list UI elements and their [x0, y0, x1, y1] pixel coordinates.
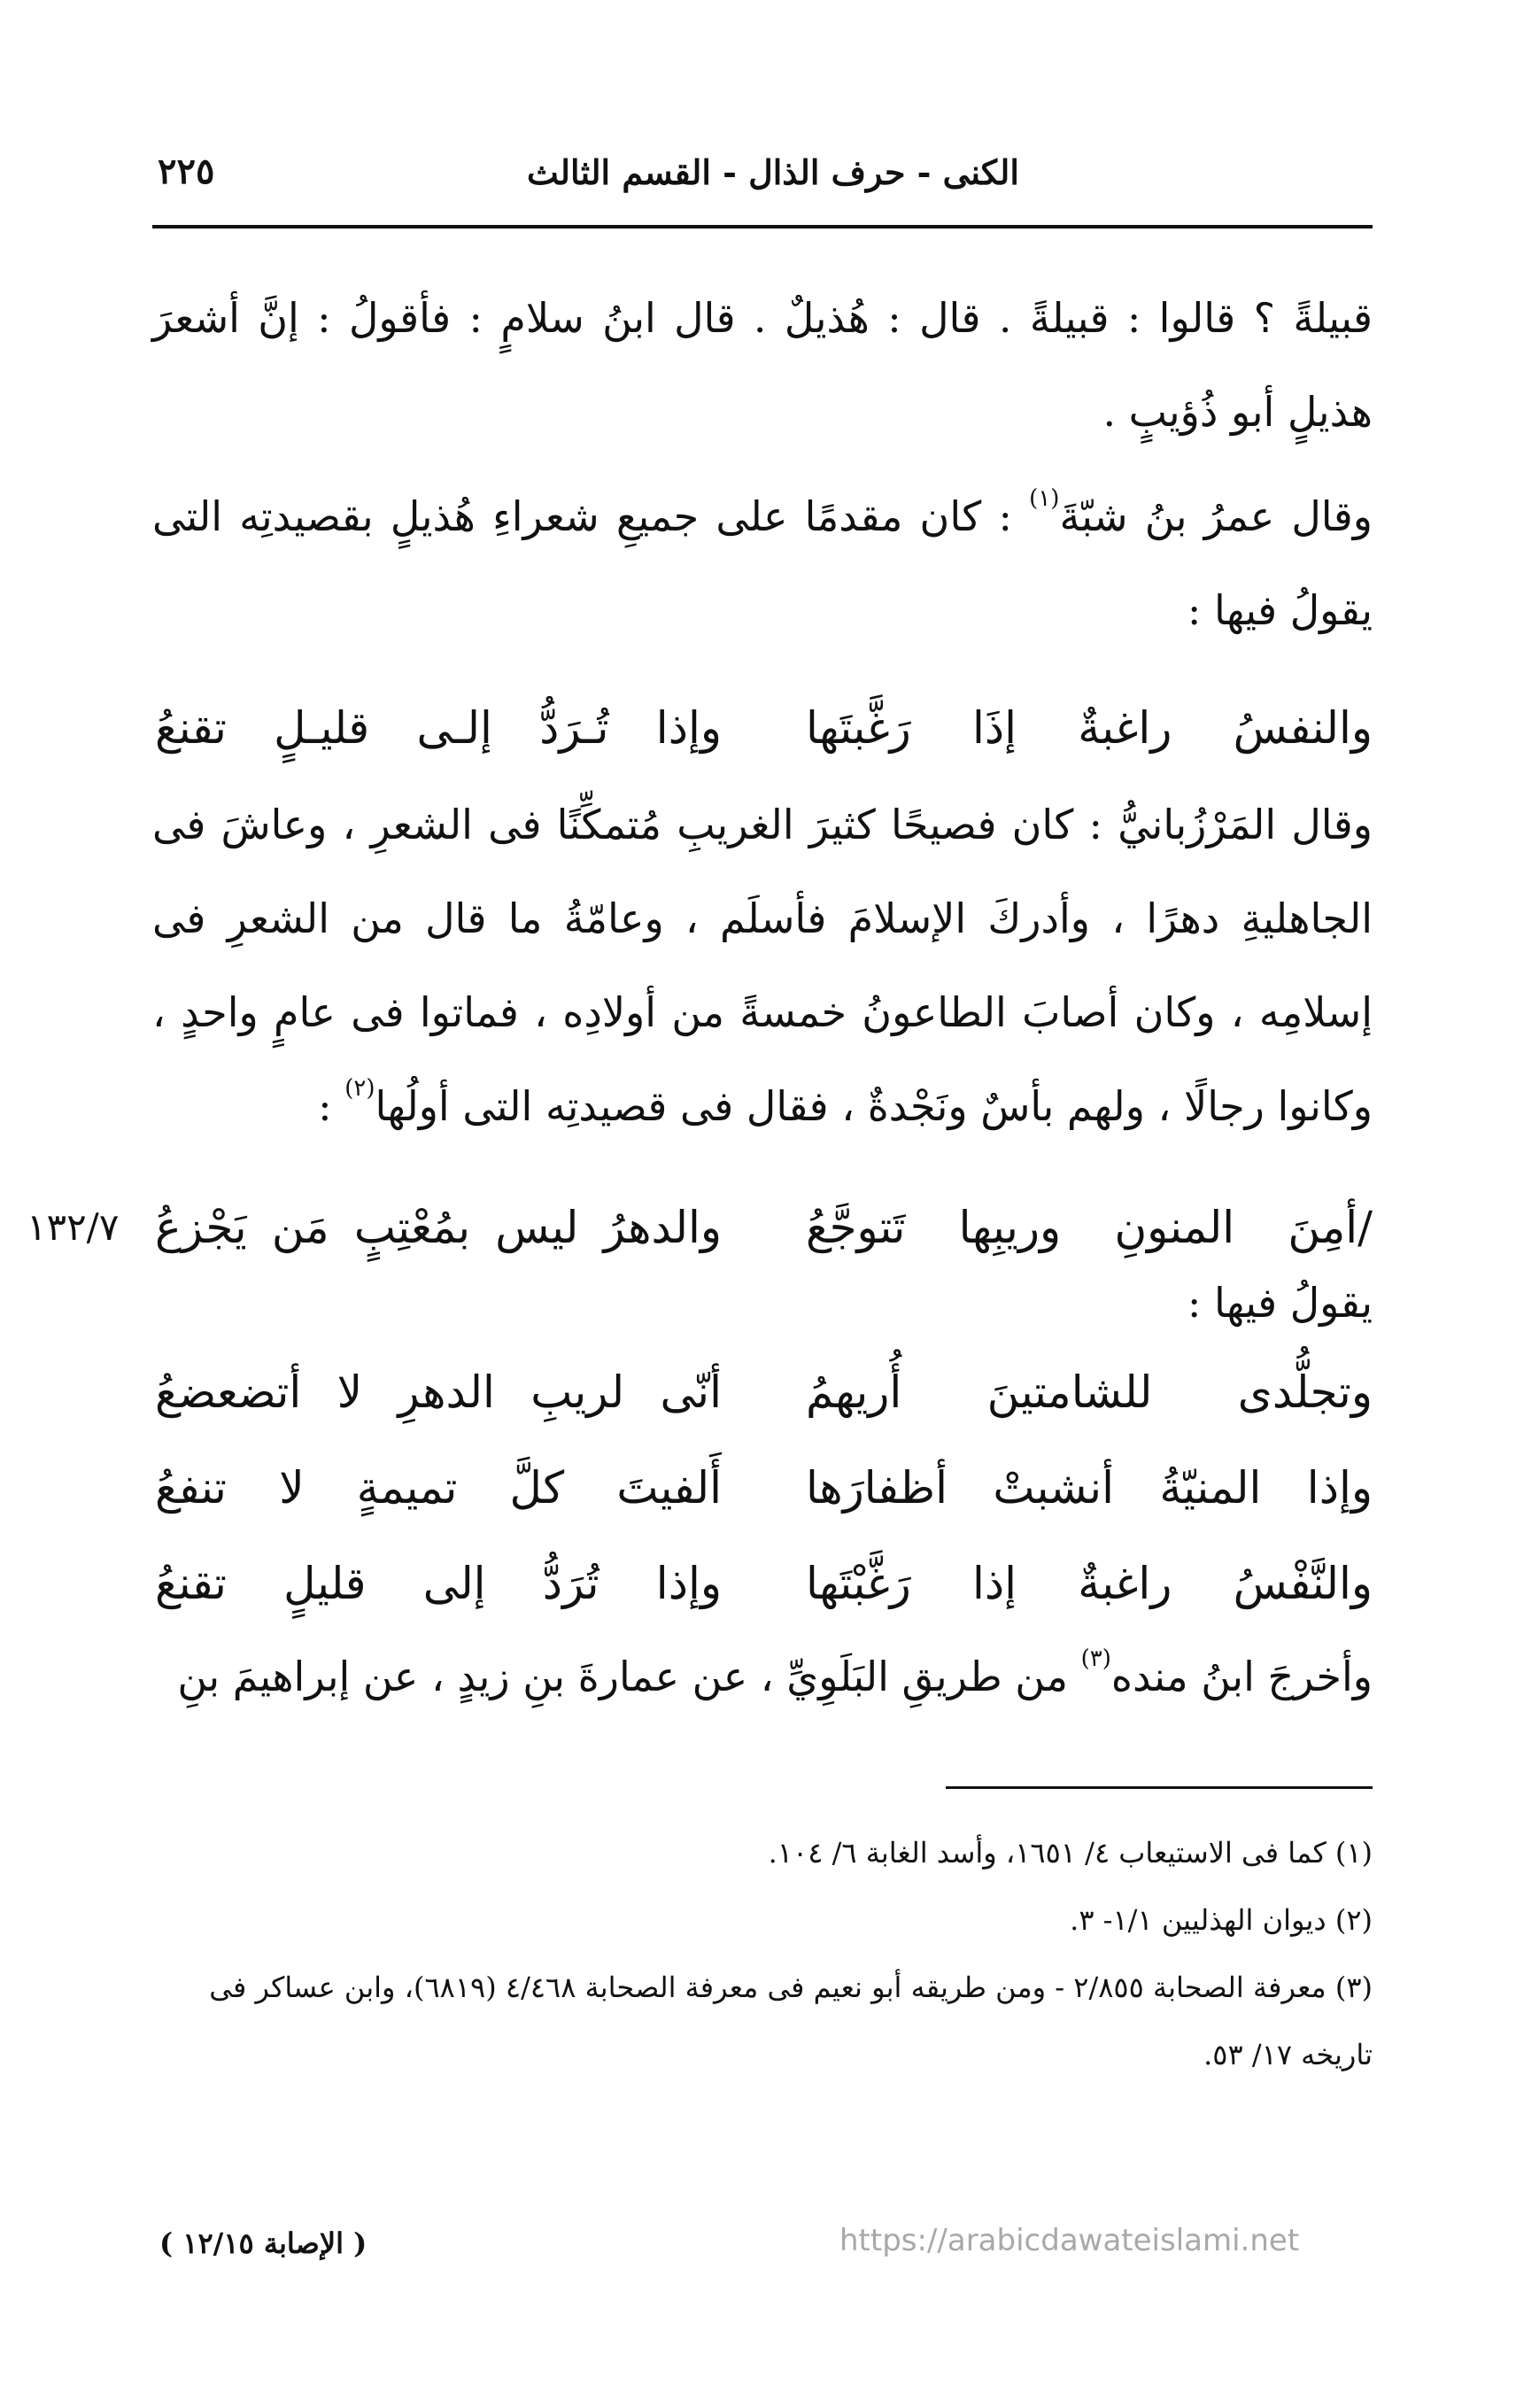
- verse-2-second-hemistich: والدهرُ ليس بمُعْتِبٍ مَن يَجْزعُ: [155, 1202, 722, 1253]
- verse-3-second-hemistich: أنّى لريبِ الدهرِ لا أتضعضعُ: [155, 1367, 722, 1418]
- footnote-3: (٣) معرفة الصحابة ٢/٨٥٥ - ومن طريقه أبو نعيم فى معرفة الصحابة ٤/٤٦٨ (٦٨١٩)، وابن عساكر فى تاريخه ١٧/ ٥٣.: [209, 1971, 1373, 2071]
- verse-3-first-hemistich: وتجلُّدى للشامتينَ أُريهمُ: [806, 1367, 1373, 1418]
- running-title: الكنى - حرف الذال - القسم الثالث: [527, 152, 1019, 192]
- paragraph-5-text-a: وأخرجَ ابنُ منده: [1110, 1653, 1373, 1700]
- page-number: ٢٢٥: [158, 151, 215, 192]
- verse-4-second-hemistich: أَلفيتَ كلَّ تميمةٍ لا تنفعُ: [155, 1462, 722, 1514]
- verse-2-first-hemistich: /أمِنَ المنونِ وريبِها تَتوجَّعُ: [806, 1202, 1373, 1253]
- verse-3: [155, 1348, 1373, 1436]
- running-header: [149, 151, 1371, 204]
- footnote-marker-3: (٣): [1080, 1645, 1111, 1672]
- paragraph-4: يقولُ فيها :: [1187, 1279, 1373, 1327]
- paragraph-3: [152, 778, 1373, 1153]
- footnote-marker-2: (٢): [344, 1075, 375, 1102]
- header-rule: [152, 225, 1373, 228]
- verse-1-second-hemistich: وإذا تُـرَدُّ إلـى قليـلٍ تقنعُ: [155, 702, 722, 754]
- verse-5: [155, 1539, 1373, 1628]
- verse-5-first-hemistich: والنَّفْسُ راغبةٌ إذا رَغَّبْتَها: [806, 1558, 1373, 1609]
- footer-reference: ( الإصابة ١٢/١٥ ): [159, 2226, 367, 2260]
- footnote-marker-1: (١): [1029, 485, 1060, 512]
- verse-5-second-hemistich: وإذا تُرَدُّ إلى قليلٍ تقنعُ: [155, 1558, 722, 1609]
- verse-4: [155, 1444, 1373, 1532]
- verse-1-first-hemistich: والنفسُ راغبةٌ إذَا رَغَّبتَها: [806, 702, 1373, 754]
- verse-4-first-hemistich: وإذا المنيّةُ أنشبتْ أظفارَها: [806, 1462, 1373, 1514]
- paragraph-2-text-a: وقال عمرُ بنُ شبّةَ: [1059, 492, 1373, 540]
- verse-1: [155, 684, 1373, 772]
- margin-reference: ١٣٢/٧: [27, 1205, 120, 1249]
- footnote-2: (٢) ديوان الهذليين ١/١- ٣.: [1070, 1903, 1373, 1937]
- paragraph-5-text-b: من طريقِ البَلَوِيِّ ، عن عمارةَ بنِ زيدٍ ، عن إبراهيمَ بنِ: [177, 1653, 1081, 1700]
- footnote-1: (١) كما فى الاستيعاب ٤/ ١٦٥١، وأسد الغابة ٦/ ١٠٤.: [768, 1836, 1373, 1870]
- paragraph-3-end: :: [318, 1082, 345, 1130]
- paragraph-3-text: وقال المَرْزُبانيُّ : كان فصيحًا كثيرَ الغريبِ مُتمكِّنًا فى الشعرِ ، وعاشَ فى الجاهليةِ دهرًا ، وأدركَ الإسلامَ فأسلَم ، وعامّةُ ما قال من الشعرِ فى إسلامِه ، وكان أصابَ الطاعونُ خمسةً من أولادِه ، فماتوا فى عامٍ واحدٍ ، وكانوا رجالًا ، ولهم بأسٌ ونَجْدةٌ ، فقال فى قصيدتِه التى أولُها: [152, 801, 1373, 1130]
- watermark-url: https://arabicdawateislami.net: [839, 2223, 1300, 2258]
- paragraph-1: قبيلةً ؟ قالوا : قبيلةً . قال : هُذيلٌ . قال ابنُ سلامٍ : فأقولُ : إنَّ أشعرَ هذيلٍ أبو ذُؤيبٍ .: [152, 294, 1373, 436]
- footnote-separator: [946, 1786, 1373, 1789]
- paragraph-5: [152, 1630, 1373, 1723]
- paragraph-2-text-b: : كان مقدمًا على جميعِ شعراءِ هُذيلٍ بقصيدتِه التى يقولُ فيها :: [152, 492, 1373, 634]
- paragraph-2: [152, 469, 1373, 657]
